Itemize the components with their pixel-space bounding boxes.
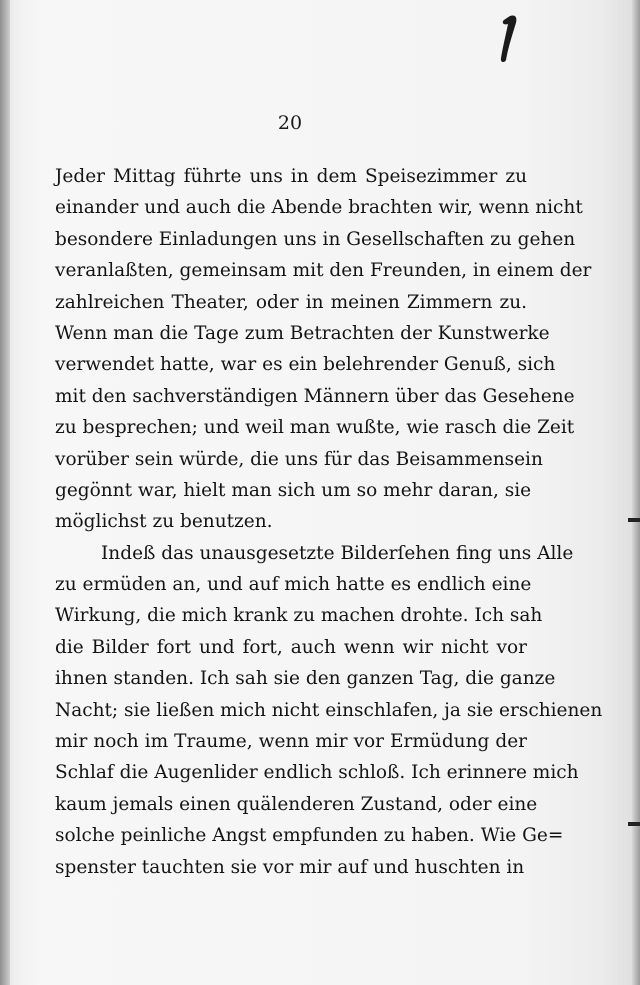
page-right-shadow (632, 0, 640, 985)
text-line: Indeß das unausgesetzte Bilderſehen fing uns Alle (101, 542, 574, 564)
text-line: zu ermüden an, und auf mich hatte es endlich eine (55, 574, 532, 596)
text-line: einander und auch die Abende brachten wir, wenn nicht (55, 197, 583, 219)
text-line: solche peinliche Angst empfunden zu haben. Wie Ge= (55, 825, 564, 847)
margin-tick (628, 518, 640, 522)
text-line: Wenn man die Tage zum Betrachten der Kunstwerke (55, 322, 550, 344)
text-line: verwendet hatte, war es ein belehrender Genuß, sich (55, 354, 556, 376)
page-left-shadow (0, 0, 10, 985)
paragraph-1 (55, 161, 592, 538)
text-line: zahlreichen Theater, oder in meinen Zimmern zu. (55, 291, 527, 313)
page-number: 20 (277, 112, 303, 134)
body-text (55, 161, 603, 883)
text-line: Nacht; sie ließen mich nicht einschlafen, ja sie erschienen (55, 699, 603, 721)
text-line: besondere Einladungen uns in Gesellschaften zu gehen (55, 228, 576, 250)
margin-tick (628, 822, 640, 826)
text-line: möglichst zu benutzen. (55, 511, 273, 533)
text-line: veranlaßten, gemeinsam mit den Freunden, in einem der (55, 260, 592, 282)
text-line: Jeder Mittag führte uns in dem Speisezimmer zu (55, 166, 527, 187)
text-line: die Bilder fort und fort, auch wenn wir nicht vor (55, 636, 527, 658)
text-line: spenster tauchten sie vor mir auf und huschten in (55, 856, 525, 878)
text-line: mit den sachverständigen Männern über das Gesehene (55, 385, 575, 407)
text-line: mir noch im Traume, wenn mir vor Ermüdung der (55, 731, 527, 753)
text-line: Wirkung, die mich krank zu machen drohte. Ich sah (55, 605, 543, 627)
text-line: Schlaf die Augenlider endlich schloß. Ich erinnere mich (55, 762, 579, 784)
text-line: vorüber sein würde, die uns für das Beisammensein (55, 448, 543, 470)
handwritten-mark-icon (488, 12, 528, 64)
paragraph-2 (55, 538, 603, 883)
text-line: zu besprechen; und weil man wußte, wie rasch die Zeit (55, 417, 575, 439)
text-line: ihnen standen. Ich sah sie den ganzen Tag, die ganze (55, 668, 556, 690)
text-line: gegönnt war, hielt man sich um so mehr daran, sie (55, 479, 532, 501)
text-line: kaum jemals einen quälenderen Zustand, oder eine (55, 793, 538, 815)
